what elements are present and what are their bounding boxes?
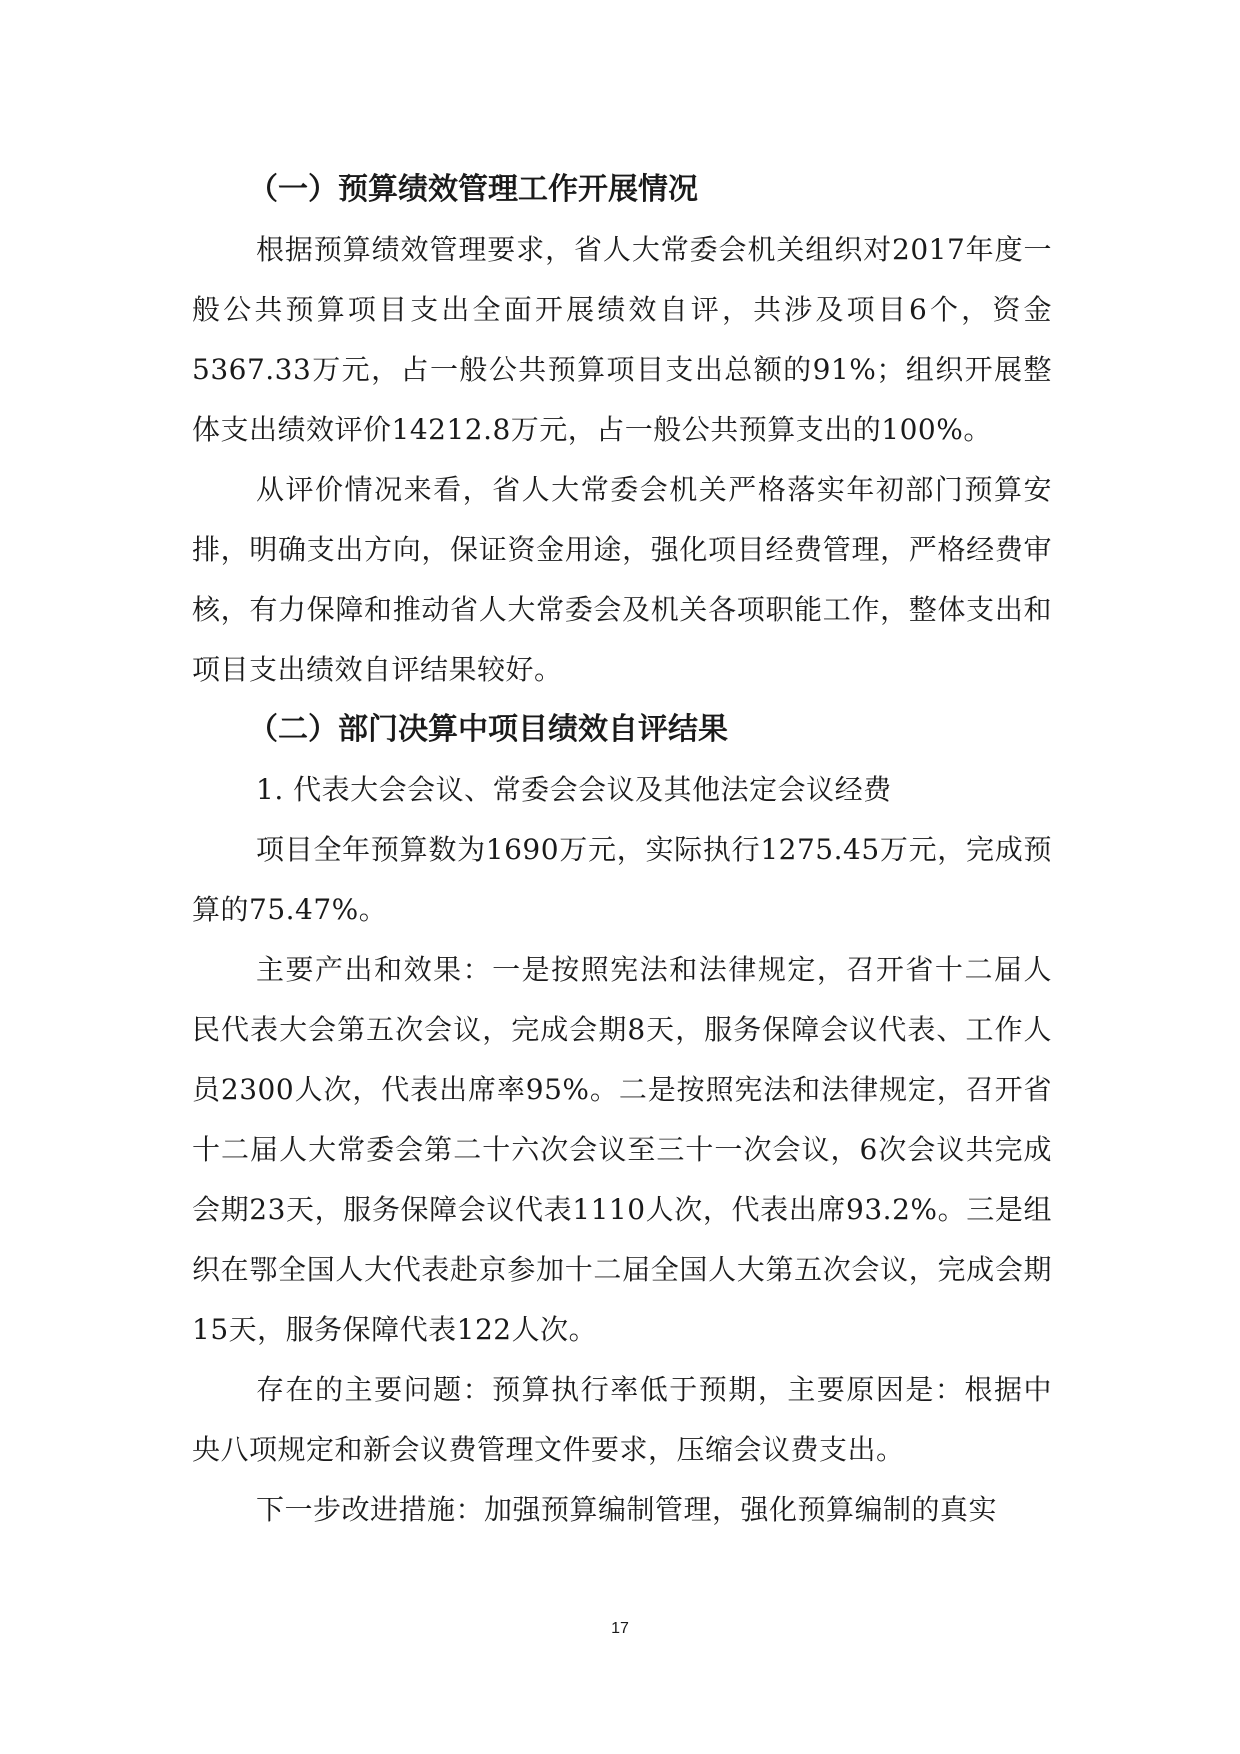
section-heading-2: （二）部门决算中项目绩效自评结果 (248, 712, 728, 747)
paragraph: 根据预算绩效管理要求，省人大常委会机关组织对2017年度一般公共预算项目支出全面开展绩效自评，共涉及项目6个，资金5367.33万元，占一般公共预算项目支出总额的91%；组织开展整体支出绩效评价14212.8万元，占一般公共预算支出的100%。 (192, 233, 1052, 446)
page-number: 17 (611, 1620, 629, 1637)
item-title: 1. 代表大会会议、常委会会议及其他法定会议经费 (256, 773, 892, 806)
paragraph: 存在的主要问题：预算执行率低于预期，主要原因是：根据中央八项规定和新会议费管理文件要求，压缩会议费支出。 (192, 1373, 1052, 1466)
paragraph: 下一步改进措施：加强预算编制管理，强化预算编制的真实 (256, 1493, 998, 1526)
section-heading-1: （一）预算绩效管理工作开展情况 (248, 172, 698, 207)
document-page (192, 160, 1052, 1540)
paragraph: 项目全年预算数为1690万元，实际执行1275.45万元，完成预算的75.47%。 (192, 833, 1052, 926)
paragraph: 从评价情况来看，省人大常委会机关严格落实年初部门预算安排，明确支出方向，保证资金用途，强化项目经费管理，严格经费审核，有力保障和推动省人大常委会及机关各项职能工作，整体支出和项目支出绩效自评结果较好。 (192, 473, 1052, 686)
paragraph: 主要产出和效果：一是按照宪法和法律规定，召开省十二届人民代表大会第五次会议，完成会期8天，服务保障会议代表、工作人员2300人次，代表出席率95%。二是按照宪法和法律规定，召开省十二届人大常委会第二十六次会议至三十一次会议，6次会议共完成会期23天，服务保障会议代表1110人次，代表出席93.2%。三是组织在鄂全国人大代表赴京参加十二届全国人大第五次会议，完成会期15天，服务保障代表122人次。 (192, 953, 1052, 1346)
